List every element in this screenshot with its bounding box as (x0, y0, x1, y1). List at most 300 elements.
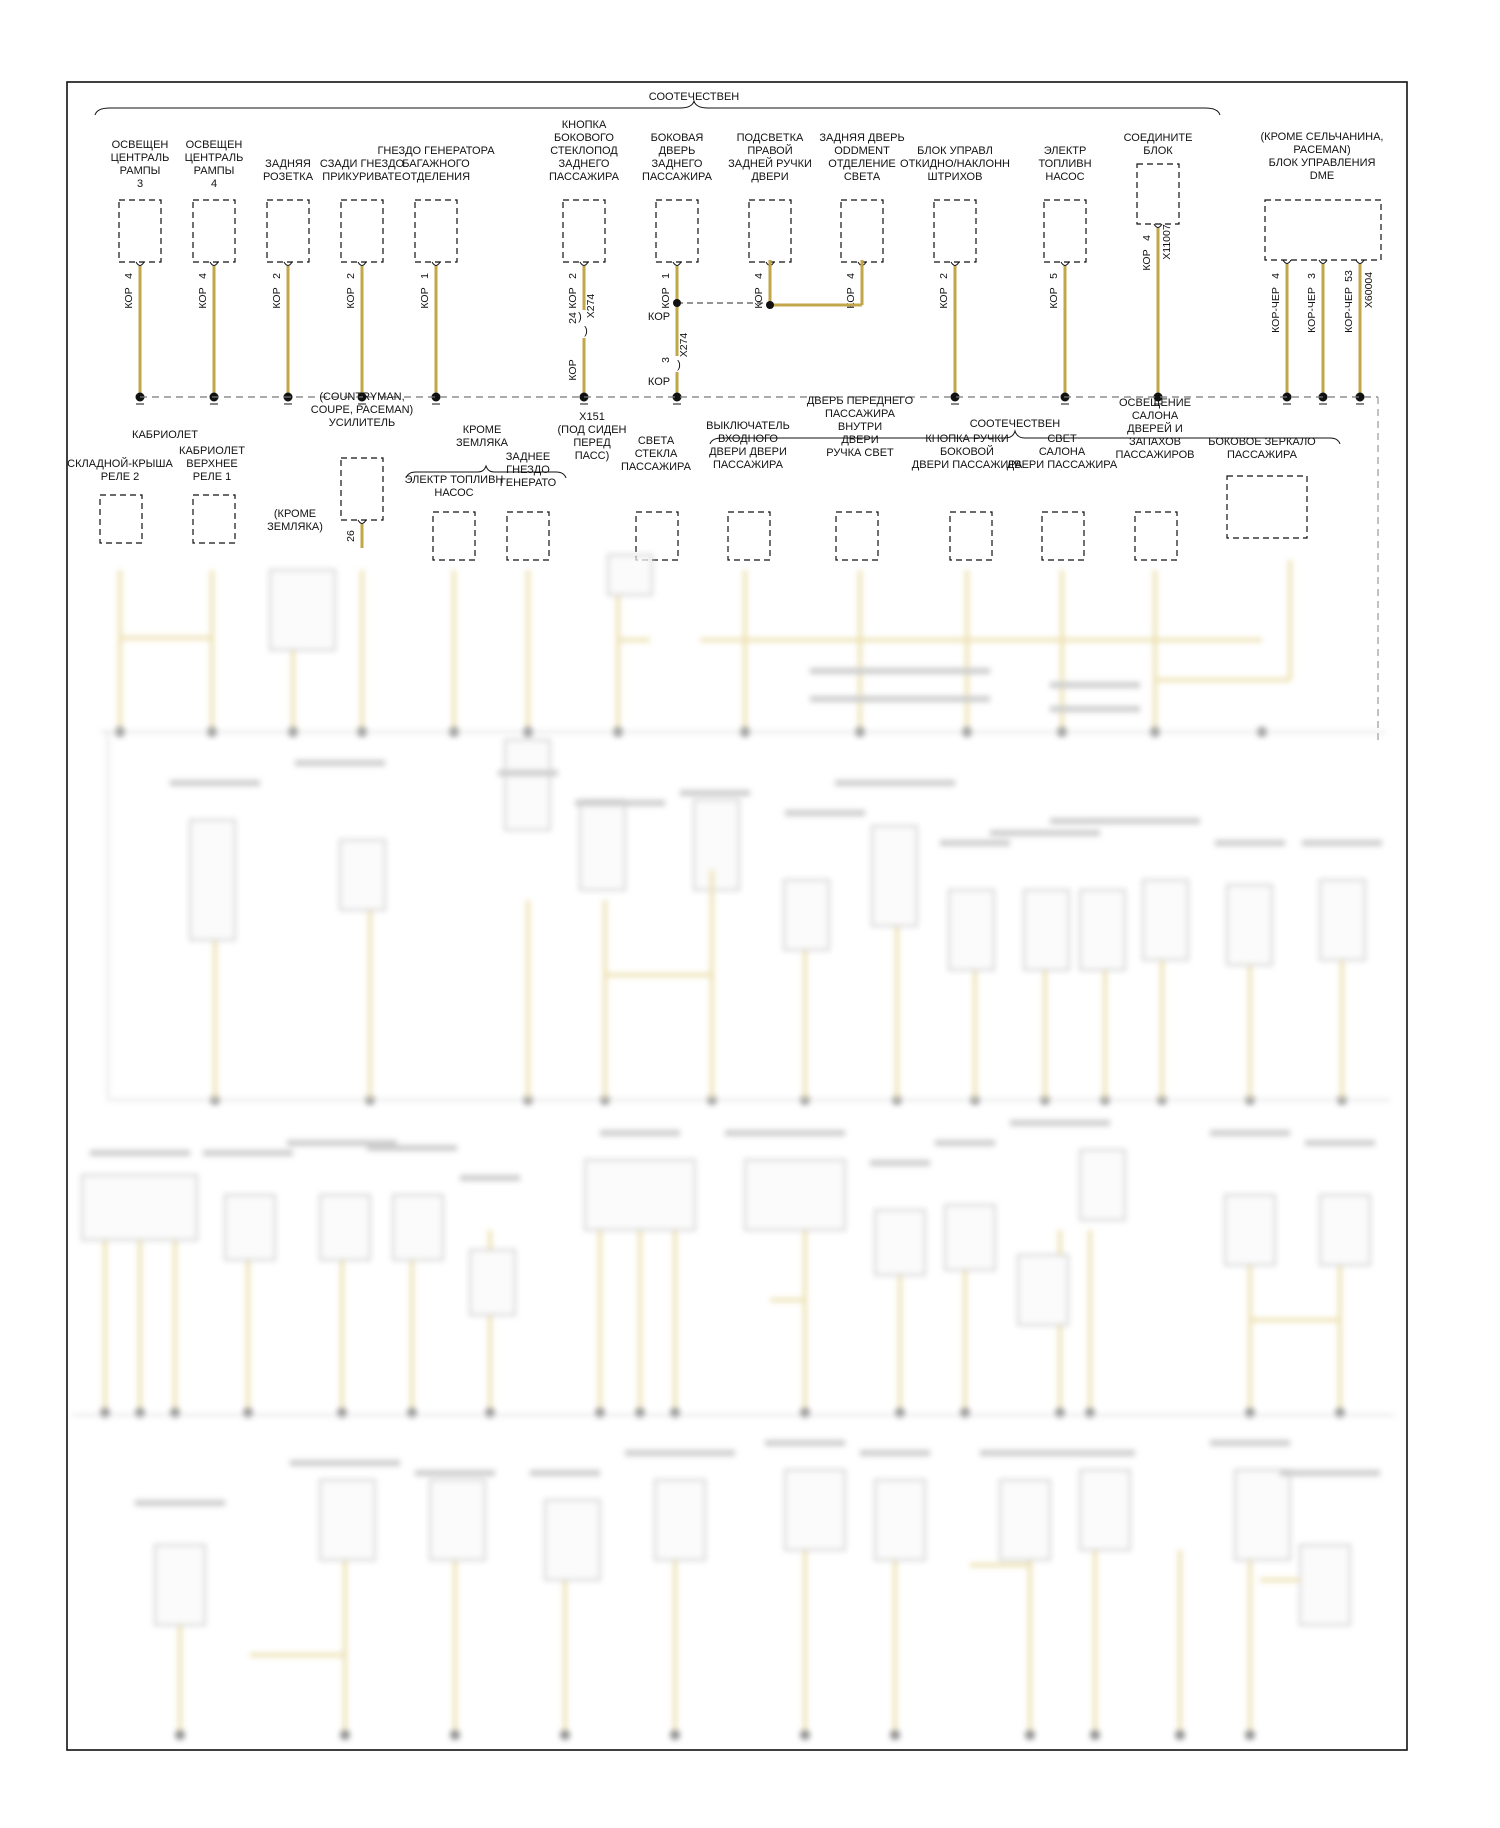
pin-number: 4 (845, 273, 857, 279)
blurred-box (694, 800, 739, 890)
component-title-line: ПАССАЖИРА (1227, 449, 1297, 461)
blurred-ground (485, 1408, 495, 1418)
blurred-text (1215, 840, 1285, 846)
component-title-line: ДВЕРИ ДВЕРИ (709, 446, 787, 458)
connector-box (100, 495, 142, 543)
component-title-line: СВЕТА (637, 435, 675, 447)
blurred-text (1055, 1450, 1135, 1456)
blurred-box (949, 890, 994, 970)
blurred-box (945, 1205, 995, 1270)
component-title-line: КНОПКА (561, 119, 607, 131)
blurred-text (990, 830, 1100, 836)
blurred-ground (407, 1408, 417, 1418)
blurred-ground (800, 1408, 810, 1418)
blurred-text (1280, 1470, 1380, 1476)
component-title-line: ЗАПАХОВ (1129, 436, 1181, 448)
blurred-text (810, 696, 990, 702)
component-title-line: ПАССАЖИРА (713, 459, 783, 471)
component-title-line: ГНЕЗДО ГЕНЕРАТОРА (377, 145, 495, 157)
connector-box (341, 200, 383, 262)
connector-box (119, 200, 161, 262)
blurred-box (270, 570, 335, 650)
blurred-text (860, 1450, 930, 1456)
ground-x151-label (558, 411, 627, 462)
blurred-text (1302, 840, 1382, 846)
mid-component-m11 (807, 395, 914, 459)
connector-pin: 3 (660, 357, 672, 363)
component-title-line: ДВЕРЬ ПЕРЕДНЕГО (806, 395, 914, 407)
wire-color-label: КОР (271, 287, 283, 309)
component-title-line: ЦЕНТРАЛЬ (110, 152, 170, 164)
blurred-ground (560, 1730, 570, 1740)
blurred-text (295, 760, 385, 766)
blurred-box (470, 1250, 515, 1315)
blurred-ground (340, 1730, 350, 1740)
wire-color-label: КОР (938, 287, 950, 309)
blurred-text (940, 840, 1010, 846)
wire-color-label: КОР (419, 287, 431, 309)
pin-number: 3 (1306, 273, 1318, 279)
connector-box (1135, 512, 1177, 560)
component-title-line: ПАССАЖИРА (549, 171, 619, 183)
component-title-line: СКЛАДНОЙ-КРЫША (67, 458, 173, 470)
connector-box (341, 458, 383, 520)
component-title-line: БОКОВАЯ (650, 132, 704, 144)
pin-number: 53 (1343, 270, 1355, 282)
component-title-line: ОТКИДНО/НАКЛОНН (900, 158, 1010, 170)
blurred-box (1320, 880, 1365, 960)
connector-box (563, 200, 605, 262)
lower-diagram-area (72, 555, 1395, 1740)
svg-text:(ПОД СИДЕН: (ПОД СИДЕН (557, 424, 627, 436)
blurred-box (1080, 1150, 1125, 1220)
blurred-ground (1090, 1730, 1100, 1740)
mid-component-m4 (267, 508, 323, 533)
blurred-box (784, 880, 829, 950)
component-title-line: УСИЛИТЕЛЬ (328, 417, 396, 429)
blurred-box (82, 1175, 197, 1240)
component-title-line: КАБРИОЛЕТ (132, 429, 198, 441)
component-title-line: ОТДЕЛЕНИЯ (401, 171, 471, 183)
component-title-line: СТЕКЛОПОД (550, 145, 618, 157)
blurred-text (290, 1460, 400, 1466)
wire-color-label: КОР (1141, 249, 1153, 271)
blurred-box (655, 1480, 705, 1560)
blurred-box (1080, 890, 1125, 970)
blurred-box (190, 820, 235, 940)
blurred-box (320, 1480, 375, 1560)
component-title-line: ЗЕМЛЯКА) (267, 521, 323, 533)
component-title-line: РЕЛЕ 2 (100, 471, 140, 483)
component-c1 (111, 139, 170, 404)
blurred-text (1305, 1140, 1375, 1146)
blurred-ground (890, 1730, 900, 1740)
component-title-line: ДВЕРИ ПАССАЖИРА (1006, 459, 1118, 471)
blurred-box (545, 1500, 600, 1580)
component-title-line: ТОПЛИВН (1038, 158, 1092, 170)
connector-box (728, 512, 770, 560)
component-title-line: ПРАВОЙ (747, 145, 793, 157)
blurred-box (745, 1160, 845, 1230)
blurred-ground (1335, 1408, 1345, 1418)
blurred-box (1143, 880, 1188, 960)
blurred-box (585, 1160, 695, 1230)
component-title-line: ПОДСВЕТКА (736, 132, 804, 144)
blurred-text (935, 1140, 995, 1146)
component-title-line: ЦЕНТРАЛЬ (184, 152, 244, 164)
component-title-line: (COUNTRYMAN, (319, 391, 405, 403)
component-title-line: ЗАДНЕЙ РУЧКИ (728, 158, 812, 170)
blurred-text (625, 1450, 735, 1456)
component-title-line: 3 (136, 178, 144, 190)
blurred-text (1050, 706, 1140, 712)
junction-dot (766, 301, 774, 309)
connector-id: X11007 (1161, 224, 1173, 260)
mid-component-m15 (1208, 436, 1316, 461)
component-title-line: COUPE, PACEMAN) (310, 404, 414, 416)
mid-component-m14 (1115, 397, 1194, 461)
component-c7 (642, 132, 713, 404)
component-c3 (263, 158, 314, 404)
component-title-line: КАБРИОЛЕТ (179, 445, 245, 457)
component-title-line: ДВЕРЬ (658, 145, 696, 157)
component-title-line: ПРИКУРИВАТЕ (322, 171, 402, 183)
door-junction (673, 260, 862, 309)
connector-box (841, 200, 883, 262)
component-title-line: ДВЕРИ ПАССАЖИРА (911, 459, 1023, 471)
connector-mark: ) (584, 325, 588, 337)
top-components (111, 119, 1384, 404)
pin-number: 2 (567, 273, 579, 279)
connector-box (636, 512, 678, 560)
blurred-box (580, 800, 625, 890)
wire-color-label: КОР (753, 287, 765, 309)
blurred-box (1024, 890, 1069, 970)
blurred-ground (450, 1730, 460, 1740)
wire-color-label: КОР (345, 287, 357, 309)
component-title-line: ПАССАЖИРА (642, 171, 712, 183)
blurred-box (505, 740, 550, 830)
pin-number: 1 (419, 273, 431, 279)
blurred-box (1300, 1545, 1350, 1625)
wire-color-label: КОР (647, 311, 671, 323)
component-title-line: DME (1309, 170, 1335, 182)
mid-component-m3 (179, 445, 245, 483)
connector-box (433, 512, 475, 560)
blurred-text (1010, 1120, 1110, 1126)
blurred-ground (800, 1730, 810, 1740)
component-title-line: ВЕРХНЕЕ (186, 458, 238, 470)
connector-box (415, 200, 457, 262)
component-title-line: БЛОК (1143, 145, 1173, 157)
pin-number: 5 (1048, 273, 1060, 279)
blurred-box (155, 1545, 205, 1625)
component-c2 (185, 139, 244, 404)
blurred-text (1210, 1130, 1290, 1136)
diagram-frame (67, 82, 1407, 1750)
blurred-box (320, 1195, 370, 1260)
component-title-line: РАМПЫ (119, 165, 161, 177)
component-title-line: ВНУТРИ (837, 421, 883, 433)
component-title-line: БАГАЖНОГО (402, 158, 470, 170)
blurred-text (835, 780, 955, 786)
blurred-ground (135, 1408, 145, 1418)
mid-component-m13 (1007, 433, 1118, 471)
blurred-ground (1245, 1730, 1255, 1740)
blurred-text (1050, 818, 1200, 824)
blurred-ground (1025, 1730, 1035, 1740)
blurred-ground (1085, 1408, 1095, 1418)
blurred-ground (895, 1408, 905, 1418)
component-title-line: ОСВЕЩЕН (111, 139, 169, 151)
component-title-line: ЗАДНЯЯ ДВЕРЬ (819, 132, 905, 144)
component-title-line: ODDMENT (834, 145, 890, 157)
component-title-line: БОКОВОГО (554, 132, 614, 144)
blurred-box (393, 1195, 443, 1260)
component-title-line: ЭЛЕКТР ТОПЛИВН (404, 474, 504, 486)
pin-number: 1 (660, 273, 672, 279)
component-title-line: СОЕДИНИТЕ (1123, 132, 1193, 144)
component-title-line: СВЕТА (843, 171, 881, 183)
connector-box (934, 200, 976, 262)
blurred-ground (595, 1408, 605, 1418)
component-title-line: ШТРИХОВ (927, 171, 983, 183)
connector-box (267, 200, 309, 262)
blurred-text (575, 800, 665, 806)
blurred-text (980, 1450, 1060, 1456)
wire-color-label: КОР (123, 287, 135, 309)
connector-box (1227, 476, 1307, 538)
blurred-ground (100, 1408, 110, 1418)
component-c4 (320, 158, 405, 404)
blurred-text (765, 1440, 845, 1446)
component-title-line: СТЕКЛА (634, 448, 678, 460)
component-title-line: РЕЛЕ 1 (192, 471, 232, 483)
blurred-ground (170, 1408, 180, 1418)
pin-number: 4 (197, 273, 209, 279)
connector-id: X274 (585, 293, 597, 319)
mid-header: СООТЕЧЕСТВЕН (969, 418, 1061, 430)
svg-text:ПАСС): ПАСС) (574, 450, 610, 462)
component-title-line: ДВЕРИ (841, 434, 879, 446)
component-title-line: СВЕТ (1047, 433, 1077, 445)
wire-color-label: КОР (567, 287, 579, 309)
component-title-line: РУЧКА СВЕТ (826, 447, 894, 459)
connector-id: X60004 (1363, 271, 1375, 309)
connector-mark: ) (677, 359, 681, 371)
wire-color-label: КОР (660, 287, 672, 309)
svg-text:X151: X151 (579, 411, 605, 423)
connector-box (1042, 512, 1084, 560)
connector-box (507, 512, 549, 560)
component-title-line: БЛОК УПРАВЛЕНИЯ (1268, 157, 1376, 169)
blurred-box (340, 840, 385, 910)
connector-box (950, 512, 992, 560)
blurred-text (785, 810, 865, 816)
blurred-box (1080, 1470, 1130, 1550)
blurred-box (1320, 1195, 1370, 1265)
component-title-line: ОТДЕЛЕНИЕ (828, 158, 896, 170)
mid-component-m10 (706, 420, 790, 471)
connector-box (1044, 200, 1086, 262)
wire-color-label: КОР (647, 376, 671, 388)
component-title-line: ГНЕЗДО (506, 464, 550, 476)
blurred-text (1210, 1440, 1290, 1446)
component-title-line: ВЫКЛЮЧАТЕЛЬ (706, 420, 790, 432)
blurred-box (875, 1480, 925, 1560)
blurred-text (415, 1470, 495, 1476)
blurred-text (600, 1130, 680, 1136)
blurred-text (170, 780, 260, 786)
component-title-line: ЗАДНЕГО (558, 158, 610, 170)
connector-box (193, 495, 235, 543)
mid-component-m5 (311, 391, 413, 429)
component-title-line: ЗАДНЯЯ (265, 158, 311, 170)
pin-number: 2 (938, 273, 950, 279)
blurred-text (460, 1175, 520, 1181)
blurred-box (1227, 885, 1272, 965)
component-title-line: ПАССАЖИРА (825, 408, 895, 420)
blurred-text (498, 770, 558, 776)
blurred-text (870, 1160, 930, 1166)
blurred-ground (1175, 1730, 1185, 1740)
blurred-text (725, 1130, 845, 1136)
blurred-ground (960, 1408, 970, 1418)
blurred-text (90, 1150, 190, 1156)
component-title-line: ДВЕРИ (751, 171, 789, 183)
middle-components (67, 391, 1316, 560)
component-title-line: БЛОК УПРАВЛ (917, 145, 993, 157)
component-title-line: СЗАДИ ГНЕЗДО (319, 158, 405, 170)
blurred-ground (670, 1408, 680, 1418)
svg-text:ПЕРЕД: ПЕРЕД (573, 437, 611, 449)
mid-component-m7 (405, 474, 504, 499)
top-header-brace (95, 101, 1220, 115)
connector-box (749, 200, 791, 262)
top-header: СООТЕЧЕСТВЕН (648, 91, 740, 103)
component-title-line: ДВЕРЕЙ И (1127, 423, 1183, 435)
component-title-line: КРОМЕ (462, 424, 502, 436)
mid-component-m2 (67, 457, 173, 483)
blurred-text (810, 668, 990, 674)
pin-number: 4 (1141, 235, 1153, 241)
component-c5 (377, 145, 495, 404)
connector-box (1137, 164, 1179, 224)
connector-box (193, 200, 235, 262)
component-title-line: ВХОДНОГО (718, 433, 778, 445)
connector-box (836, 512, 878, 560)
component-title-line: ЗЕМЛЯКА (455, 437, 509, 449)
component-title-line: САЛОНА (1131, 410, 1179, 422)
component-title-line: БОКОВОЙ (940, 446, 994, 458)
connector-box (1265, 200, 1381, 260)
pin-number: 2 (271, 273, 283, 279)
blurred-box (1235, 1470, 1290, 1560)
connector-id: X274 (678, 332, 690, 358)
blurred-box (430, 1480, 485, 1560)
component-c10 (900, 145, 1010, 404)
component-title-line: ПАССАЖИРОВ (1115, 449, 1195, 461)
component-title-line: PACEMAN) (1293, 144, 1351, 156)
component-title-line: НАСОС (1045, 171, 1085, 183)
component-title-line: ЭЛЕКТР (1043, 145, 1087, 157)
connector-mark: ) (578, 311, 582, 323)
mid-component-m1 (132, 429, 198, 441)
component-title-line: 4 (210, 178, 218, 190)
component-title-line: ПАССАЖИРА (621, 461, 691, 473)
blurred-box (608, 555, 652, 595)
pin-number: 2 (345, 273, 357, 279)
blurred-ground (635, 1408, 645, 1418)
pin-number: 4 (1270, 273, 1282, 279)
blurred-ground (670, 1730, 680, 1740)
blurred-text (1050, 682, 1140, 688)
component-title-line: НАСОС (434, 487, 474, 499)
blurred-ground (1055, 1408, 1065, 1418)
blurred-box (785, 1470, 845, 1550)
component-title-line: ГЕНЕРАТО (499, 477, 557, 489)
blurred-box (1018, 1255, 1068, 1325)
blurred-text (367, 1145, 457, 1151)
blurred-ground (243, 1408, 253, 1418)
blurred-box (1225, 1195, 1275, 1265)
component-title-line: КНОПКА РУЧКИ (925, 433, 1009, 445)
component-title-line: БОКОВОЕ ЗЕРКАЛО (1208, 436, 1316, 448)
blurred-box (875, 1210, 925, 1275)
blurred-text (135, 1500, 225, 1506)
junction-dot (673, 299, 681, 307)
mid-component-m9 (621, 435, 692, 473)
component-c12 (1124, 132, 1193, 404)
component-title-line: САЛОНА (1038, 446, 1086, 458)
component-title-line: ОСВЕЩЕНИЕ (1118, 397, 1192, 409)
pin-number: 4 (123, 273, 135, 279)
component-c13 (1261, 131, 1384, 404)
mid-component-m8 (500, 451, 557, 489)
component-title-line: ЗАДНЕЕ (505, 451, 551, 463)
wire-color-label: КОР-ЧЕР (1270, 287, 1282, 333)
connector-pin: 24 (567, 312, 579, 324)
component-title-line: ЗАДНЕГО (651, 158, 703, 170)
pin-number: 26 (345, 530, 357, 542)
component-title-line: (КРОМЕ (273, 508, 317, 520)
wire-color-label: КОР (567, 359, 579, 381)
wire-color-label: КОР-ЧЕР (1343, 287, 1355, 333)
blurred-ground (175, 1730, 185, 1740)
component-title-line: РОЗЕТКА (262, 171, 314, 183)
blurred-box (225, 1195, 275, 1260)
blurred-box (1000, 1480, 1050, 1560)
blurred-text (203, 1150, 293, 1156)
component-title-line: РАМПЫ (193, 165, 235, 177)
wire-color-label: КОР (845, 287, 857, 309)
wire-color-label: КОР-ЧЕР (1306, 287, 1318, 333)
blurred-text (680, 790, 750, 796)
blurred-text (530, 1470, 600, 1476)
blurred-box (872, 826, 917, 926)
pin-number: 4 (753, 273, 765, 279)
component-c11 (1038, 145, 1091, 404)
connector-box (656, 200, 698, 262)
component-title-line: ОСВЕЩЕН (185, 139, 243, 151)
wire-color-label: КОР (1048, 287, 1060, 309)
component-title-line: (КРОМЕ СЕЛЬЧАНИНА, (1260, 131, 1384, 143)
blurred-ground (1245, 1408, 1255, 1418)
mid-component-m6 (456, 424, 509, 449)
blurred-ground (337, 1408, 347, 1418)
wire-color-label: КОР (197, 287, 209, 309)
component-c6 (549, 119, 620, 404)
